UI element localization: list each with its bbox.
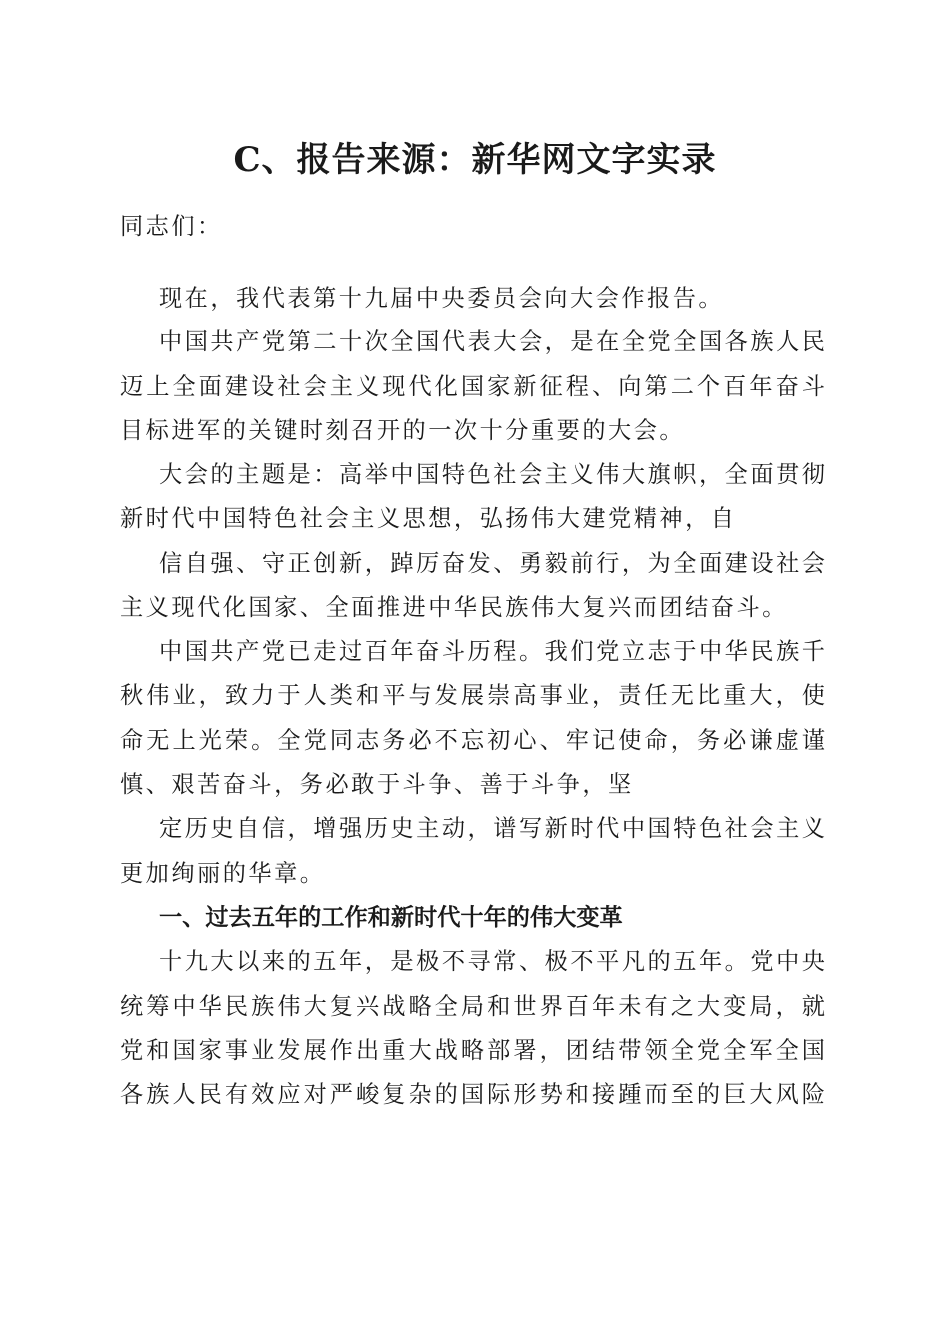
paragraph-line: 大会的主题是：高举中国特色社会主义伟大旗帜，全面贯彻 — [159, 461, 825, 488]
paragraph-line: 命无上光荣。全党同志务必不忘初心、牢记使命，务必谦虚谨 — [120, 727, 825, 754]
paragraph-line: 新时代中国特色社会主义思想，弘扬伟大建党精神，自 — [120, 505, 737, 532]
paragraph-line: 秋伟业，致力于人类和平与发展崇高事业，责任无比重大，使 — [120, 682, 825, 709]
paragraph-line: 统筹中华民族伟大复兴战略全局和世界百年未有之大变局，就 — [120, 993, 825, 1020]
document-title: C、报告来源：新华网文字实录 — [233, 140, 717, 180]
paragraph-line: 各族人民有效应对严峻复杂的国际形势和接踵而至的巨大风险 — [120, 1081, 825, 1108]
paragraph-line: 十九大以来的五年，是极不寻常、极不平凡的五年。党中央 — [159, 948, 825, 975]
paragraph-line: 党和国家事业发展作出重大战略部署，团结带领全党全军全国 — [120, 1037, 825, 1064]
paragraph-line: 现在，我代表第十九届中央委员会向大会作报告。 — [159, 285, 725, 312]
salutation-line: 同志们： — [120, 213, 223, 240]
paragraph-line: 慎、艰苦奋斗，务必敢于斗争、善于斗争，坚 — [120, 771, 634, 798]
paragraph-line: 中国共产党已走过百年奋斗历程。我们党立志于中华民族千 — [159, 638, 825, 665]
section-heading: 一、过去五年的工作和新时代十年的伟大变革 — [159, 904, 623, 931]
paragraph-line: 中国共产党第二十次全国代表大会，是在全党全国各族人民 — [159, 328, 825, 355]
paragraph-line: 更加绚丽的华章。 — [120, 860, 326, 887]
paragraph-line: 定历史自信，增强历史主动，谱写新时代中国特色社会主义 — [159, 815, 825, 842]
paragraph-line: 信自强、守正创新，踔厉奋发、勇毅前行，为全面建设社会 — [159, 550, 825, 577]
paragraph-line: 目标进军的关键时刻召开的一次十分重要的大会。 — [120, 417, 686, 444]
paragraph-line: 迈上全面建设社会主义现代化国家新征程、向第二个百年奋斗 — [120, 373, 825, 400]
paragraph-line: 主义现代化国家、全面推进中华民族伟大复兴而团结奋斗。 — [120, 594, 788, 621]
